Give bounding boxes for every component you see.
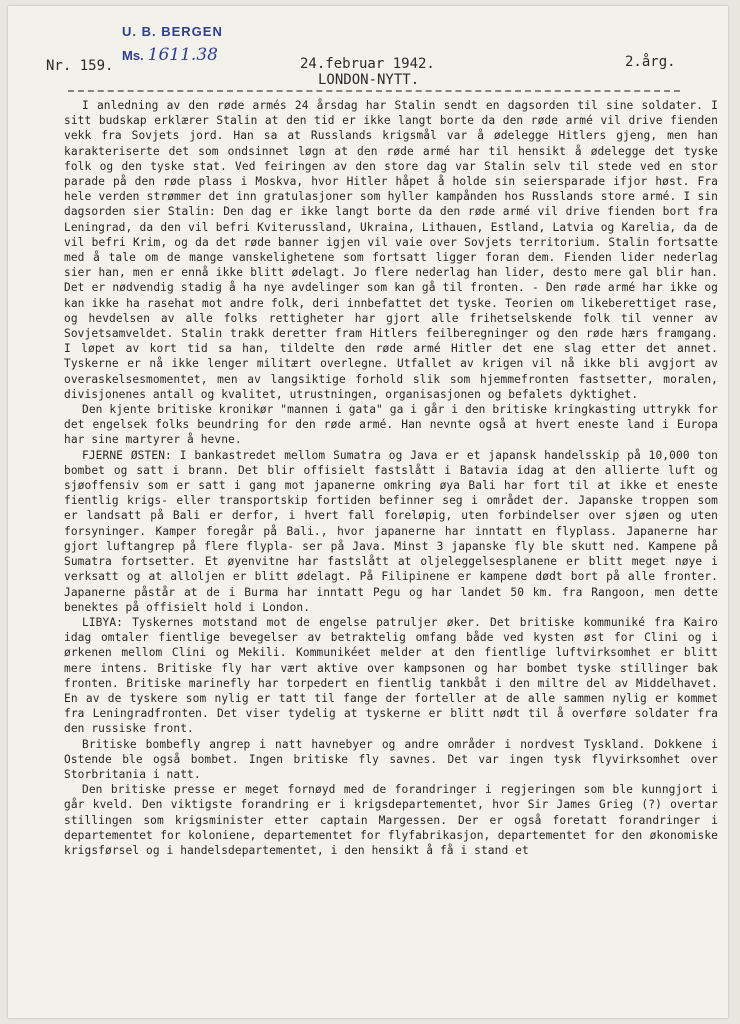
stamp-library-name: U. B. BERGEN xyxy=(122,24,223,39)
volume-label: 2.årg. xyxy=(625,54,676,70)
document-page xyxy=(8,6,728,1018)
paragraph-fjerne-osten: FJERNE ØSTEN: I bankastredet mellom Sumatra og Java er et japansk handelsskip på 10,000 ton bombet og satt i brann. Det blir offisielt fastslått i Batavia idag at den allierte luft og sjøoffensiv som er satt i gang mot japanerne omkring øya Bali har fort til at ikke et eneste fientlig krigs- eller transportskip fortiden befinner seg i området der. Japanske troppen som er landsatt på Bali er derfor, i hvert fall foreløpig, uten forbindelser over sjøen og uten forsyninger. Kamper foregår på Bali., hvor japanerne har inntatt en flyplass. Japanerne har gjort luftangrep på flere flypla- ser på Java. Minst 3 japanske fly ble skutt ned. Kampene på Sumatra fortsetter. Et øyenvitne har fastslått at oljeleggelsesplanene er blitt meget nøye i verksatt og at alloljen er blitt ødelagt. På Filipinene er kampene dødt bort på alle fronter. Japanerne påstår at de i Burma har inntatt Pegu og har landet 50 km. fra Rangoon, men dette benektes på offisielt hold i London. xyxy=(64,448,718,614)
paragraph-libya: LIBYA: Tyskernes motstand mot de engelse patruljer øker. Det britiske kommuniké fra Kairo idag omtaler fientlige bevegelser av betraktelig omfang både ved kysten øst for Clini og i ørkenen mellom Clini og Mekili. Kommunikéet melder at den fientlige luftvirksomhet er blitt mere intens. Britiske fly har vært aktive over kampsonen og har bombet tyske stillinger bak fronten. Britiske marinefly har torpedert en fientlig tankbåt i den miltre del av Middelhavet. En av de tyskere som nylig er tatt til fange der forteller at de alle sammen nylig er kommet fra Leningradfronten. Det viser tydelig at tyskerne er blitt nødt til å overføre soldater fra den russiske front. xyxy=(64,615,718,736)
issue-date: 24.februar 1942. xyxy=(300,56,435,72)
publication-title: LONDON-NYTT. xyxy=(318,72,420,88)
stamp-ms-prefix: Ms. xyxy=(122,48,144,63)
paragraph-kronikor: Den kjente britiske kronikør "mannen i gata" ga i går i den britiske kringkasting uttrykk for det engelsek folks beundring for den røde armé. Han nevnte også at hvert eneste land i Europa har sine martyrer å hevne. xyxy=(64,403,718,447)
issue-number: Nr. 159. xyxy=(46,58,114,74)
paragraph-regjering: Den britiske presse er meget fornøyd med de forandringer i regjeringen som ble kunngjort i går kveld. Den viktigste forandring er i krigsdepartementet, hvor Sir James Grieg (?) overtar stillingen som krigsminister etter captain Margessen. Der er også foretatt forandringer i departementet for koloniene, departementet for flyfabrikasjon, departementet for den økonomiske krigsførsel og i handelsdepartementet, i den hensikt å få i stand et xyxy=(64,783,718,857)
paragraph-stalin: I anledning av den røde armés 24 årsdag har Stalin sendt en dagsorden til sine soldater. I sitt budskap erklærer Stalin at den tid er ikke langt borte da den røde armé vil drive fienden vekk fra Sovjets jord. Han sa at Russlands krigsmål var å ødelegge Hitlers gjeng, men han karakteriserte det som ondsinnet løgn at den røde armé har til hensikt å ødelegge det tyske folk og den tyske stat. Ved feiringen av den store dag var Stalin selv til stede ved en stor parade på den røde plass i Moskva, hvor Hitler håpet å holde sin seiersparade ifjor høst. Fra hele verden strømmer det inn gratulasjoner som hyller kampånden hos Russlands store armé. I sin dagsorden sier Stalin: Den dag er ikke langt borte da den røde armé vil drive fienden bort fra Leningrad, da den vil befri Kviterussland, Ukraina, Lithauen, Estland, Latvia og Karelia, da de vil befri Krim, og da det røde banner igjen vil vaie over Sovjets territorium. Stalin fortsatte med å tale om de mange vanskelighetene som fortsatt ligger foran dem. Fienden lider nederlag sier han, men er ennå ikke blitt ødelagt. Jo flere nederlag han lider, desto mere gal blir han. Det er nødvendig stadig å ha nye avdelinger som kan gå til fronten. - Den røde armé har ikke og kan ikke ha rasehat mot andre folk, deri innbefattet det tyske. Teorien om likeberettiget rase, og hevdelsen av alle folks rettigheter har gjort alle frihetselskende folk til venner av Sovjetsamveldet. Stalin trakk deretter fram Hitlers feilberegninger og den røde hærs framgang. I løpet av kort tid sa han, tildelte den røde armé Hitler det ene slag etter det annet. Tyskerne er nå ikke lenger militært overlegne. Utfallet av krigen vil nå ikke bli avgjort av overaskelsesmomentet, men av langsiktige forhold slik som hjemmefronten fastsetter, moralen, divisjonenes antall og kvalitet, utrustningen, organisasjonen og befalets dyktighet. xyxy=(64,99,718,401)
library-stamp xyxy=(122,24,223,65)
stamp-ms-number: 1611.38 xyxy=(147,45,218,65)
article-body xyxy=(64,98,718,858)
header-divider xyxy=(68,90,680,92)
stamp-ms-line xyxy=(122,45,223,65)
paragraph-bombefly: Britiske bombefly angrep i natt havnebyer og andre områder i nordvest Tyskland. Dokkene i Ostende ble også bombet. Ingen britiske fly savnes. Det var ingen tysk flyvirksomhet over Storbritania i natt. xyxy=(64,737,718,781)
